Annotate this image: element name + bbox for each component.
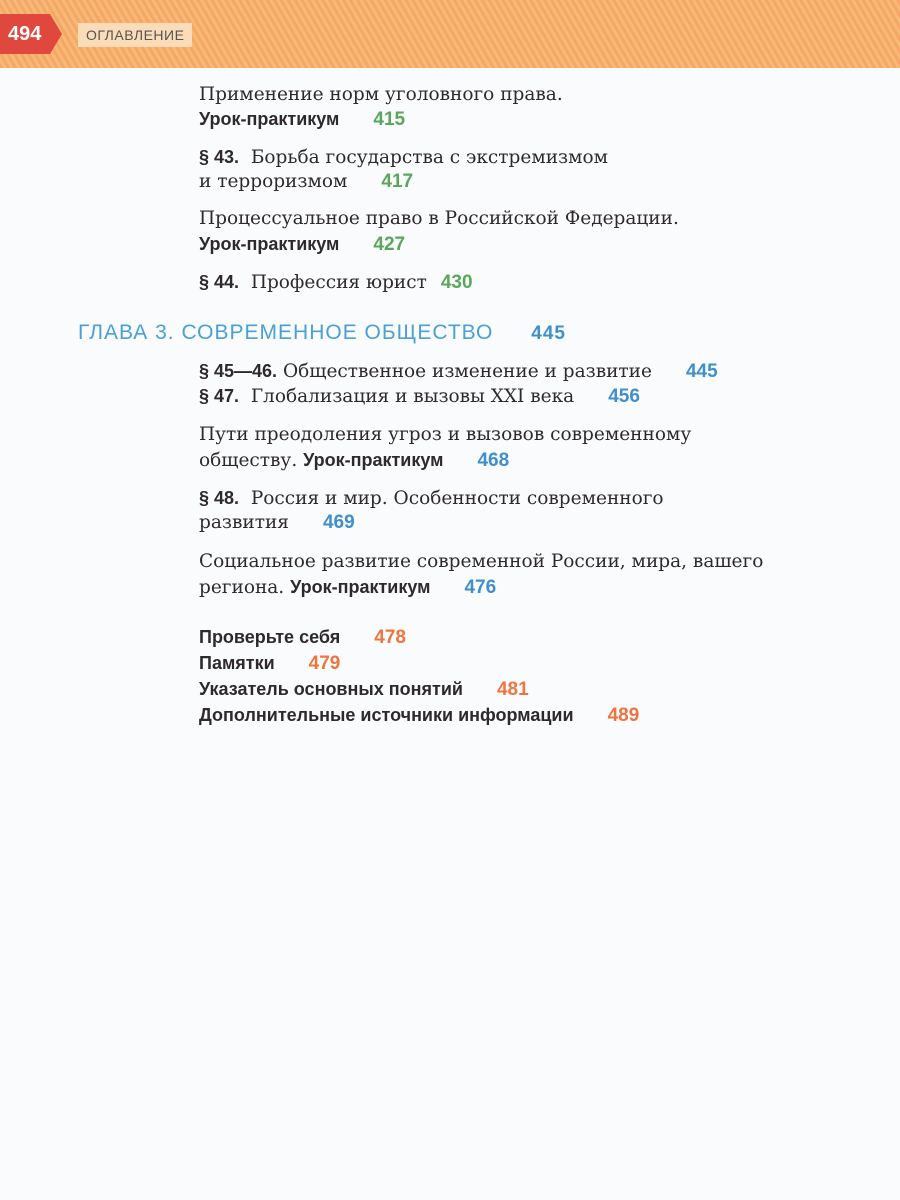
page-ref[interactable]: 445: [685, 361, 718, 382]
entry-title: Глобализация и вызовы XXI века: [250, 386, 575, 407]
paragraph-number: § 48.: [199, 488, 240, 508]
appendix-title: Дополнительные источники информации: [199, 705, 574, 725]
paragraph-number: § 44.: [199, 272, 240, 292]
page-ref[interactable]: 469: [322, 512, 355, 533]
page-ref[interactable]: 478: [374, 627, 406, 648]
entry-title: Общественное изменение и развитие: [282, 361, 652, 382]
entry-label: Урок-практикум: [199, 109, 340, 129]
entry-title: Процессуальное право в Российской Федерации.: [199, 208, 679, 229]
page-ref[interactable]: 427: [373, 234, 406, 255]
page-ref[interactable]: 481: [496, 679, 529, 700]
entry-title-cont: развития: [199, 512, 289, 533]
entry-label: Урок-практикум: [290, 577, 431, 597]
page-ref[interactable]: 430: [440, 272, 473, 293]
paragraph-number: § 45—46.: [199, 361, 278, 381]
page-ref[interactable]: 415: [373, 109, 406, 130]
appendix-title: Проверьте себя: [199, 627, 341, 647]
page-header: [0, 0, 900, 68]
page-ref[interactable]: 417: [381, 171, 414, 192]
entry-label: Урок-практикум: [303, 450, 444, 470]
entry-label: Урок-практикум: [199, 234, 340, 254]
page-number-badge: 494: [0, 14, 50, 54]
entry-title-cont: региона.: [199, 577, 285, 598]
entry-title: Применение норм уголовного права.: [199, 84, 563, 105]
page-ref[interactable]: 476: [464, 577, 497, 598]
entry-title-cont: и терроризмом: [199, 171, 348, 192]
page-ref[interactable]: 479: [308, 653, 341, 674]
entry-title: Россия и мир. Особенности современного: [250, 488, 664, 509]
chapter-title: ГЛАВА 3. СОВРЕМЕННОЕ ОБЩЕСТВО: [78, 321, 494, 344]
entry-title: Пути преодоления угроз и вызовов современному: [199, 424, 692, 445]
entry-title: Борьба государства с экстремизмом: [250, 147, 609, 168]
entry-title: Профессия юрист: [250, 272, 427, 293]
page-ref[interactable]: 489: [607, 705, 640, 726]
page-ref[interactable]: 468: [477, 450, 510, 471]
section-title: ОГЛАВЛЕНИЕ: [78, 23, 192, 47]
appendix-title: Указатель основных понятий: [199, 679, 463, 699]
chapter-heading[interactable]: [78, 321, 566, 345]
page-ref[interactable]: 445: [531, 323, 566, 344]
paragraph-number: § 47.: [199, 386, 240, 406]
appendix-title: Памятки: [199, 653, 275, 673]
page-ref[interactable]: 456: [608, 386, 640, 407]
paragraph-number: § 43.: [199, 147, 240, 167]
entry-title-cont: обществу.: [199, 450, 298, 471]
entry-title: Социальное развитие современной России, мира, вашего: [199, 551, 764, 572]
